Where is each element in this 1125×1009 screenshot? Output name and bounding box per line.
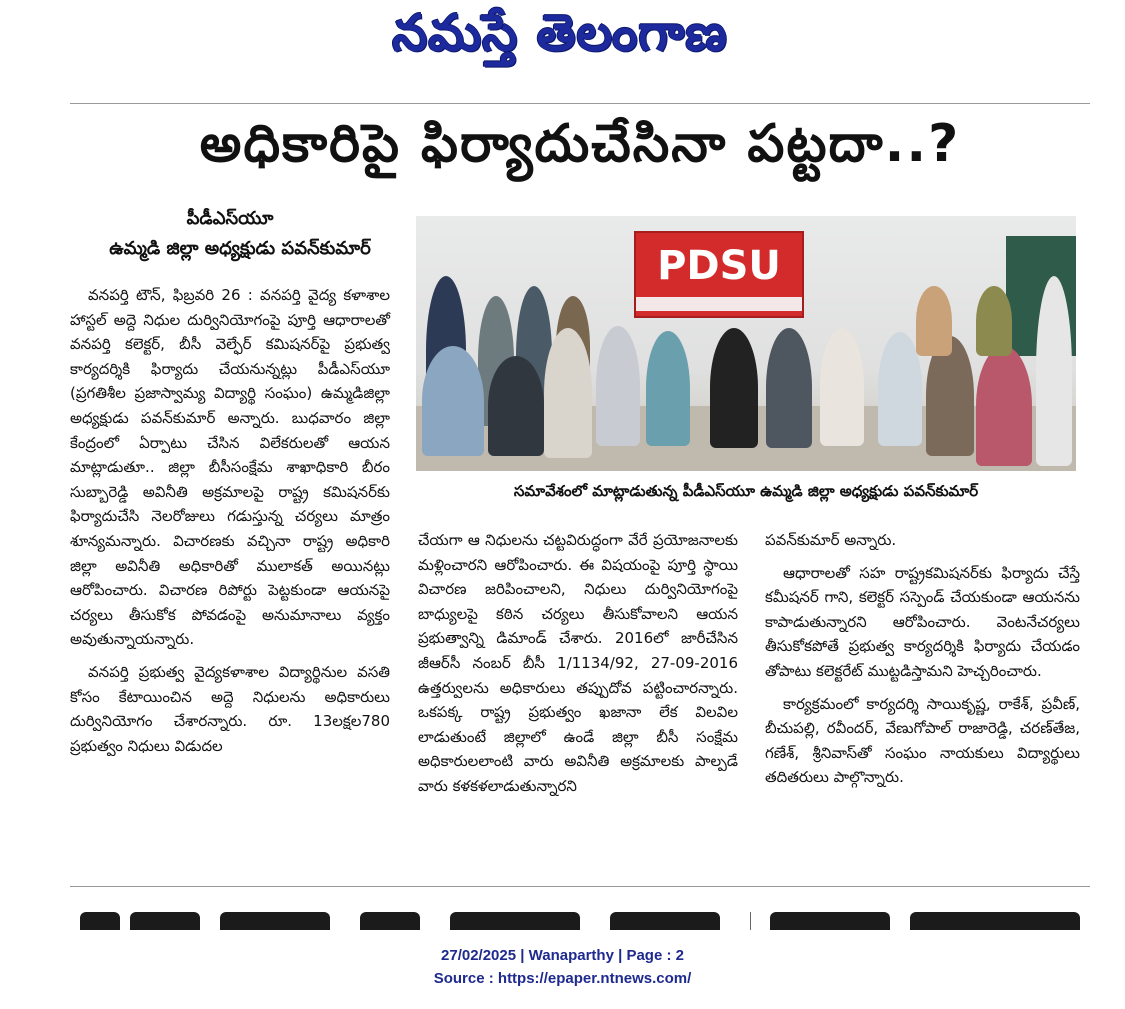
cut-glyph [450,912,580,930]
truncated-next-headline [70,906,1090,930]
banner-text: PDSU [657,243,781,289]
news-photo [416,216,1076,471]
person-silhouette [820,328,864,446]
newspaper-masthead: నమస్తే తెలంగాణ [392,3,728,62]
person-silhouette [916,286,952,356]
article-column-3 [765,528,1080,798]
person-silhouette [766,328,812,448]
column-separator [750,912,751,930]
footer-date-edition: 27/02/2025 | Wanaparthy | Page : 2 [441,947,684,964]
article-paragraph: కార్యక్రమంలో కార్యదర్శి సాయికృష్ణ, రాకేశ్, ప్రవీణ్, బీచుపల్లి, రవీందర్, వేణుగోపాల్ రాజారెడ్డి, చరణ్‌తేజ, గణేశ్, శ్రీనివాస్‌తో సంఘం నాయకులు విద్యార్థులు తదితరులు పాల్గొన్నారు. [765,694,1080,787]
article-paragraph: వనపర్తి ప్రభుత్వ వైద్యకళాశాల విద్యార్థినుల వసతి కోసం కేటాయించిన అద్దె నిధులను అధికారులు దుర్వినియోగం చేశారన్నారు. రూ. 13లక్షల780 ప్రభుత్వం నిధులు విడుదల [70,662,390,755]
article-paragraph: చేయగా ఆ నిధులను చట్టవిరుద్ధంగా వేరే ప్రయోజనాలకు మళ్లించారని ఆరోపించారు. ఈ విషయంపై పూర్తి స్థాయి విచారణ జరిపించాలని, నిధులు దుర్వినియోగంపై బాధ్యులపై కఠిన చర్యలు తీసుకోవాలని ఆయన ప్రభుత్వాన్ని డిమాండ్ చేశారు. 2016లో జారీచేసిన జీఆర్‌సీ నంబర్ బీసీ 1/1134/92, 27-09-2016 ఉత్తర్వులను అధికారులు తప్పుదోవ పట్టించారన్నారు. ఒకపక్క రాష్ట్ర ప్రభుత్వం ఖజానా లేక విలవిల లాడుతుంటే జిల్లాలో ఉండే జిల్లా బీసీ సంక్షేమ అధికారులలాంటి వారు అవినీతి అక్రమాలకు పాల్పడే వారు కళకళలాడుతున్నారని [418,531,738,795]
bottom-divider [70,886,1090,887]
byline-organization: పీడీఎస్‌యూ [186,208,274,229]
cut-glyph [770,912,890,930]
article-headline: అధికారిపై ఫిర్యాదుచేసినా పట్టదా..? [199,113,961,174]
person-silhouette [544,328,592,458]
person-silhouette [976,346,1032,466]
cut-glyph [910,912,1080,930]
cut-glyph [80,912,120,930]
person-silhouette [646,331,690,446]
person-silhouette [1036,276,1072,466]
article-paragraph: ఆధారాలతో సహ రాష్ట్రకమిషనర్‌కు ఫిర్యాదు చేస్తే కమీషనర్ గాని, కలెక్టర్ సస్పెండ్ చేయకుండా ఆయనను కాపాడుతున్నారని ఆరోపించారు. వెంటనేచర్యలు తీసుకోకపోతే ప్రభుత్వ కార్యదర్శికి ఫిర్యాదు చేయడం తోపాటు కలెక్టరేట్ ముట్టడిస్తామని హెచ్చరించారు. [765,563,1080,680]
banner-subline [636,297,802,311]
cut-glyph [220,912,330,930]
person-silhouette [596,326,640,446]
cut-glyph [610,912,720,930]
article-paragraph: వనపర్తి టౌన్, ఫిబ్రవరి 26 : వనపర్తి వైద్య కళాశాల హాస్టల్ అద్దె నిధుల దుర్వినియోగంపై పూర్తి ఆధారాలతో వనపర్తి కలెక్టర్, బీసీ వెల్ఫేర్ కమిషనర్‌పై ప్రభుత్వ కార్యదర్శికి ఫిర్యాదు చేయనున్నట్లు పీడీఎస్‌యూ (ప్రగతిశీల ప్రజాస్వామ్య విద్యార్థి సంఘం) ఉమ్మడిజిల్లా అధ్యక్షుడు పవన్‌కుమార్ అన్నారు. బుధవారం జిల్లా కేంద్రంలో ఏర్పాటు చేసిన విలేకరులతో ఆయన మాట్లాడుతూ.. జిల్లా బీసీసంక్షేమ శాఖాధికారి బీరం సుబ్బారెడ్డి అవినీతి అక్రమాలపై రాష్ట్ర కమిషనర్‌కు ఫిర్యాదుచేసి నెలరోజులు గడుస్తున్న చర్యలు మాత్రం శూన్యమన్నారు. విచారణకు వచ్చినా రాష్ట్ర అధికారి జిల్లా అవినీతి అధికారితో ములాకత్ అయినట్లు ఆరోపించారు. విచారణ రిపోర్టు పెట్టకుండా ఆయనపై చర్యలు తీసుకోక పోవడంపై అనుమానాలు వ్యక్తం అవుతున్నాయన్నారు. [70,286,390,649]
person-silhouette [710,328,758,448]
article-paragraph: పవన్‌కుమార్ అన్నారు. [765,531,897,549]
cut-glyph [130,912,200,930]
person-silhouette [422,346,484,456]
person-silhouette [488,356,544,456]
person-silhouette [976,286,1012,356]
footer-source: Source : https://epaper.ntnews.com/ [433,970,692,987]
article-column-1 [70,283,390,766]
article-column-2 [418,528,738,807]
cut-glyph [360,912,420,930]
byline-person: ఉమ్మడి జిల్లా అధ్యక్షుడు పవన్‌కుమార్ [109,238,371,259]
top-divider [70,103,1090,104]
photo-caption: సమావేశంలో మాట్లాడుతున్న పీడీఎస్‌యూ ఉమ్మడి జిల్లా అధ్యక్షుడు పవన్‌కుమార్ [513,482,979,500]
pdsu-banner [634,231,804,318]
